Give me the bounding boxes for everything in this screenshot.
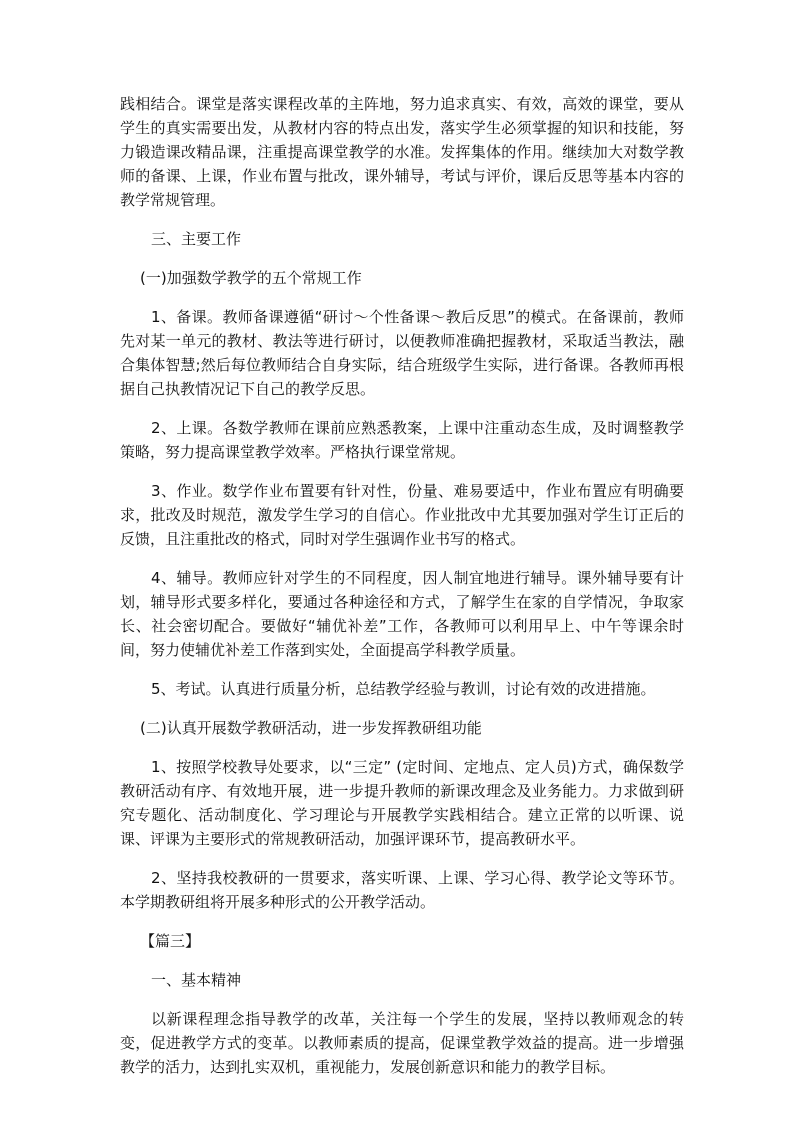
document-page [120, 92, 684, 1094]
section-heading-main-work: 三、主要工作 [151, 230, 242, 248]
subsection-heading-five-routines: (一)加强数学教学的五个常规工作 [140, 269, 362, 287]
paragraph-exam: 5、考试。认真进行质量分析，总结教学经验与教训，讨论有效的改进措施。 [151, 680, 656, 698]
section-heading-basic-spirit: 一、基本精神 [151, 971, 242, 989]
subsection-heading-research: (二)认真开展数学教研活动，进一步发挥教研组功能 [140, 719, 482, 737]
paragraph-tutoring: 4、辅导。教师应针对学生的不同程度，因人制宜地进行辅导。课外辅导要有计划，辅导形式要多样化，要通过各种途径和方式，了解学生在家的自学情况，争取家长、社会密切配合。要做好“辅优补差”工作，各教师可以利用早上、中午等课余时间，努力使辅优补差工作落到实处，全面提高学科教学质量。 [120, 569, 684, 659]
paragraph-homework: 3、作业。数学作业布置要有针对性，份量、难易要适中，作业布置应有明确要求，批改及时规范，激发学生学习的自信心。作业批改中尤其要加强对学生订正后的反馈，且注重批改的格式，同时对学生强调作业书写的格式。 [120, 482, 684, 548]
paragraph-research-1: 1、按照学校教导处要求，以“三定” (定时间、定地点、定人员)方式，确保数学教研活动有序、有效地开展，进一步提升教师的新课改理念及业务能力。力求做到研究专题化、活动制度化、学习理论与开展教学实践相结合。建立正常的以听课、说课、评课为主要形式的常规教研活动，加强评课环节，提高教研水平。 [120, 758, 684, 848]
paragraph-class: 2、上课。各数学教师在课前应熟悉教案，上课中注重动态生成，及时调整教学策略，努力提高课堂教学效率。严格执行课堂常规。 [120, 419, 684, 461]
paragraph-basic-spirit: 以新课程理念指导教学的改革，关注每一个学生的发展，坚持以教师观念的转变，促进教学方式的变革。以教师素质的提高，促课堂教学效益的提高。进一步增强教学的活力，达到扎实双机，重视能力，发展创新意识和能力的教学目标。 [120, 1010, 684, 1076]
paragraph-lesson-prep: 1、备课。教师备课遵循“研讨～个性备课～教后反思”的模式。在备课前，教师先对某一单元的教材、教法等进行研讨，以便教师准确把握教材，采取适当教法，融合集体智慧;然后每位教师结合自身实际，结合班级学生实际，进行备课。各教师再根据自己执教情况记下自己的教学反思。 [120, 308, 684, 398]
chapter-marker: 【篇三】 [140, 932, 201, 950]
paragraph-intro: 践相结合。课堂是落实课程改革的主阵地，努力追求真实、有效，高效的课堂，要从学生的真实需要出发，从教材内容的特点出发，落实学生必须掌握的知识和技能，努力锻造课改精品课，注重提高课堂教学的水准。发挥集体的作用。继续加大对数学教师的备课、上课，作业布置与批改，课外辅导，考试与评价，课后反思等基本内容的教学常规管理。 [120, 95, 684, 209]
paragraph-research-2: 2、坚持我校教研的一贯要求，落实听课、上课、学习心得、教学论文等环节。本学期教研组将开展多种形式的公开教学活动。 [120, 869, 684, 911]
